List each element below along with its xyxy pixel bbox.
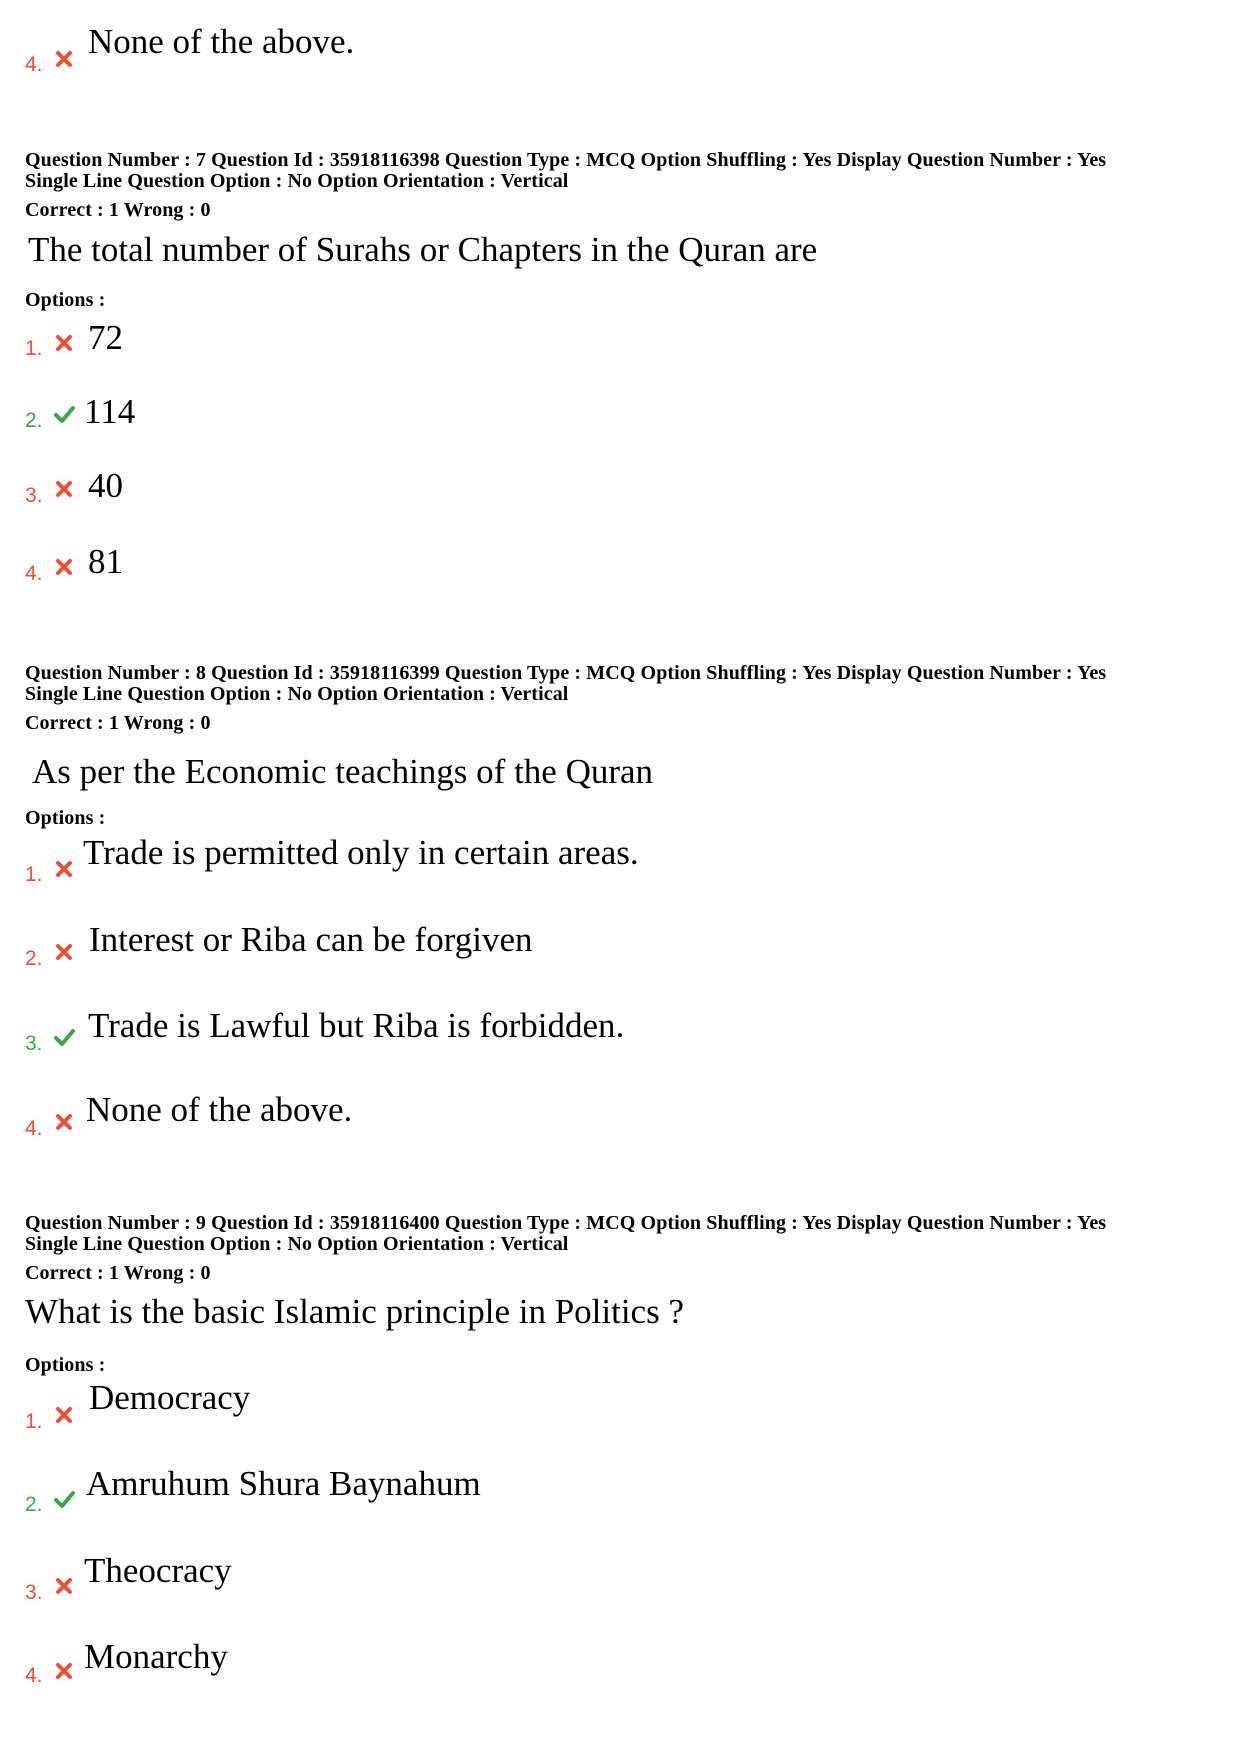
option-text: Theocracy <box>84 1551 232 1590</box>
option-text: Interest or Riba can be forgiven <box>89 920 533 959</box>
cross-icon <box>53 556 75 578</box>
option-text: 114 <box>84 392 136 431</box>
cross-icon <box>53 1575 75 1597</box>
question-marks: Correct : 1 Wrong : 0 <box>25 199 211 221</box>
option-number: 1. <box>25 863 43 886</box>
option-number: 2. <box>25 409 43 432</box>
option-text: Trade is permitted only in certain areas. <box>83 833 639 872</box>
question-meta-line2: Single Line Question Option : No Option Orientation : Vertical <box>25 683 569 705</box>
cross-icon <box>53 1660 75 1682</box>
cross-icon <box>53 48 75 70</box>
checkmark-icon <box>53 1488 75 1510</box>
option-number: 4. <box>25 53 43 76</box>
checkmark-icon <box>53 1026 75 1048</box>
options-label: Options : <box>25 1354 106 1376</box>
cross-icon <box>53 941 75 963</box>
options-label: Options : <box>25 807 106 829</box>
checkmark-icon <box>53 403 75 425</box>
cross-icon <box>53 478 75 500</box>
cross-icon <box>53 858 75 880</box>
option-text: None of the above. <box>88 22 355 61</box>
question-meta-line1: Question Number : 9 Question Id : 35918116400 Question Type : MCQ Option Shuffling : Yes Display Question Number : Yes <box>25 1212 1107 1234</box>
cross-icon <box>53 332 75 354</box>
option-text: 72 <box>88 318 123 357</box>
option-text: 40 <box>88 466 123 505</box>
options-label: Options : <box>25 289 106 311</box>
question-meta-line1: Question Number : 8 Question Id : 35918116399 Question Type : MCQ Option Shuffling : Yes Display Question Number : Yes <box>25 662 1107 684</box>
option-number: 4. <box>25 1664 43 1687</box>
question-meta-line2: Single Line Question Option : No Option Orientation : Vertical <box>25 170 569 192</box>
question-text: What is the basic Islamic principle in Politics ? <box>25 1292 685 1331</box>
option-number: 3. <box>25 484 43 507</box>
cross-icon <box>53 1404 75 1426</box>
option-number: 1. <box>25 1410 43 1433</box>
option-text: Monarchy <box>84 1637 228 1676</box>
question-meta-line2: Single Line Question Option : No Option Orientation : Vertical <box>25 1233 569 1255</box>
question-text: As per the Economic teachings of the Quran <box>32 752 654 791</box>
cross-icon <box>53 1111 75 1133</box>
option-text: 81 <box>88 542 123 581</box>
question-text: The total number of Surahs or Chapters in the Quran are <box>28 230 818 269</box>
question-marks: Correct : 1 Wrong : 0 <box>25 712 211 734</box>
question-meta-line1: Question Number : 7 Question Id : 35918116398 Question Type : MCQ Option Shuffling : Yes Display Question Number : Yes <box>25 149 1107 171</box>
option-number: 2. <box>25 1493 43 1516</box>
option-text: Trade is Lawful but Riba is forbidden. <box>88 1006 625 1045</box>
option-number: 3. <box>25 1581 43 1604</box>
option-number: 2. <box>25 947 43 970</box>
option-number: 4. <box>25 562 43 585</box>
option-text: Democracy <box>89 1378 251 1417</box>
option-text: Amruhum Shura Baynahum <box>86 1464 481 1503</box>
option-number: 1. <box>25 337 43 360</box>
question-marks: Correct : 1 Wrong : 0 <box>25 1262 211 1284</box>
option-text: None of the above. <box>86 1090 353 1129</box>
option-number: 4. <box>25 1117 43 1140</box>
option-number: 3. <box>25 1032 43 1055</box>
